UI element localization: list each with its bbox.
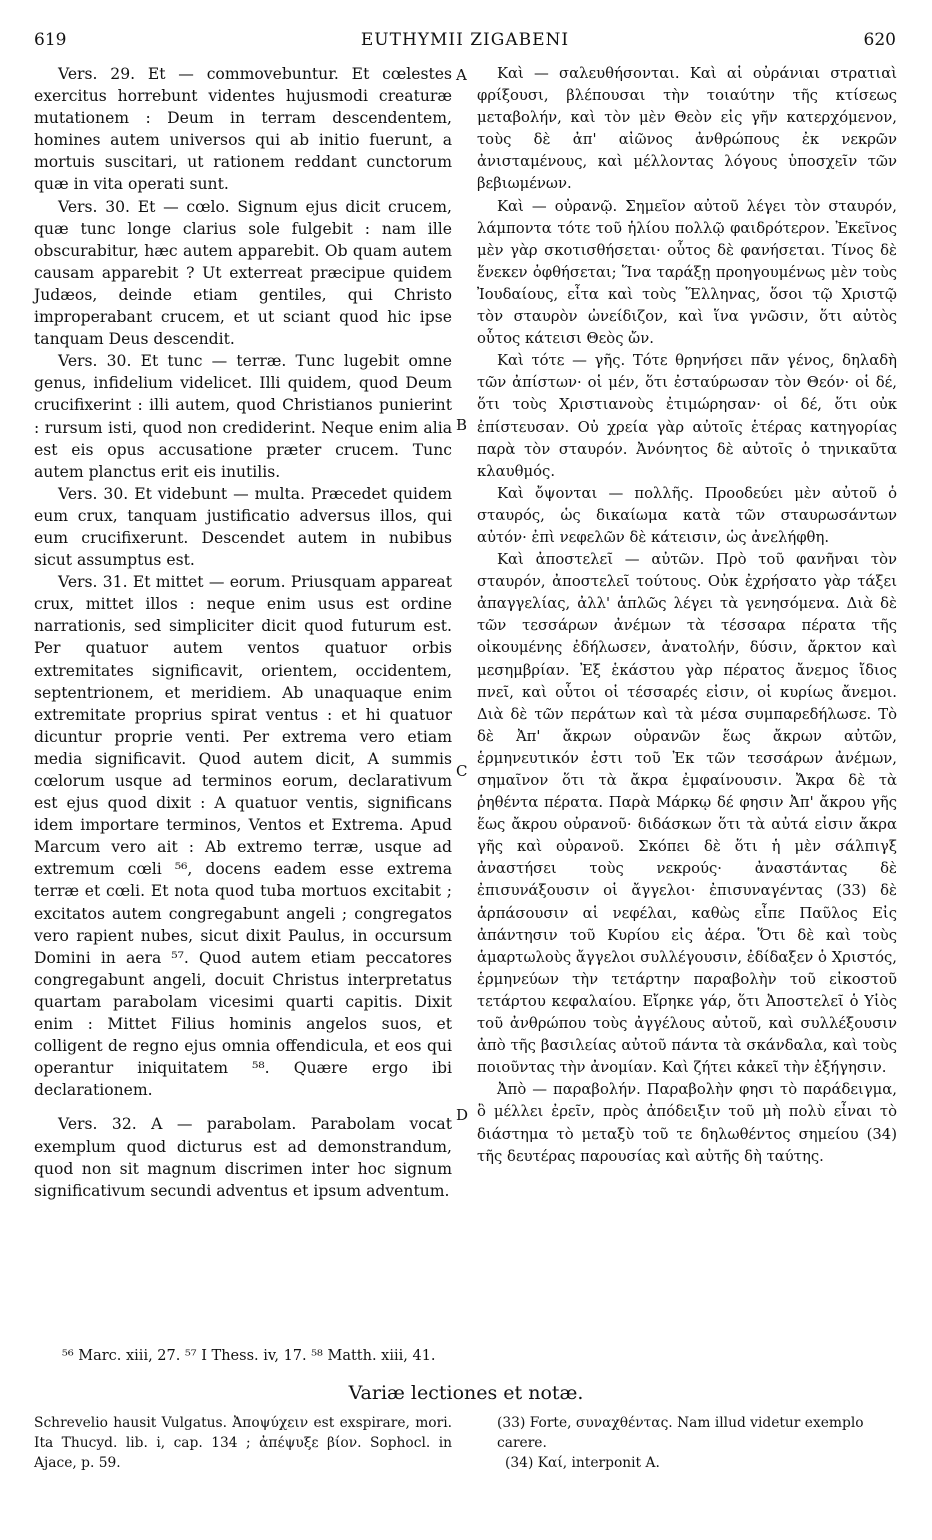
note-33: (33) Forte, συναχθέντας. Nam illud videtur exemplo carere. [497,1415,864,1451]
greek-paragraph: Καὶ — σαλευθήσονται. Καὶ αἱ οὐράνιαι στρατιαὶ φρίξουσι, βλέπουσαι τὴν τοιαύτην τῆς κτίσεως μεταβολήν, καὶ τὸν μὲν Θεὸν εἰς γῆν κατερχόμενον, τοὺς δὲ ἀπ' αἰῶνος ἀνθρώπους ἐκ νεκρῶν ἀνισταμένους, καὶ μέλλοντας λόγους ὑποσχεῖν τῶν βεβιωμένων. [477,65,897,193]
latin-paragraph: Vers. 30. Et — cœlo. Signum ejus dicit crucem, quæ tunc longe clarius sole fulgebit : nam ille obscurabitur, hæc autem apparebit. Ob quam autem causam apparebit ? Ut exterreat præcipue quidem Judæos, deinde etiam gentiles, qui Christo improperabant crucem, et ut sciant quod hic ipse tanquam Deus descendit. [34,197,452,349]
greek-paragraph: Καὶ — οὐρανῷ. Σημεῖον αὐτοῦ λέγει τὸν σταυρόν, λάμποντα τότε τοῦ ἡλίου πολλῷ φαιδρότερον. Ἐκεῖνος μὲν γὰρ σκοτισθήσεται· οὗτος δὲ φανήσεται. Τίνος δὲ ἕνεκεν ὀφθήσεται; Ἵνα ταράξῃ προηγουμένως μὲν τοὺς Ἰουδαίους, εἶτα καὶ τοὺς Ἕλληνας, ὅσοι τῷ Χριστῷ τὸν σταυρὸν ὠνείδιζον, καὶ ἵνα γνῶσιν, ὅτι αὐτὸς οὗτος κάτεισι Θεὸς ὤν. [477,197,897,348]
note-text: Schrevelio hausit Vulgatus. Ἀποψύχειν est exspirare, mori. Ita Thucyd. lib. i, cap. 134 ; ἀπέψυξε βίον. Sophocl. in Ajace, p. 59. [34,1415,452,1471]
latin-column [34,63,452,1202]
latin-paragraph: Vers. 29. Et — commovebuntur. Et cœlestes exercitus horrebunt videntes hujusmodi creaturæ mutationem : Deum in terram descendentem, homines autem universos qui ab initio fuerunt, a mortuis suscitari, ut rationem reddant cunctorum quæ in vita operati sunt. [34,65,452,194]
margin-letter-c: C [456,762,468,780]
page-number-right: 620 [863,30,896,50]
notes-right-column [497,1413,897,1473]
scripture-footnotes: ⁵⁶ Marc. xiii, 27. ⁵⁷ I Thess. iv, 17. ⁵⁸ Matth. xiii, 41. [62,1348,436,1364]
margin-letter-b: B [456,416,468,434]
latin-paragraph: Vers. 32. A — parabolam. Parabolam vocat exemplum quod dicturus est ad demonstrandum, quod non sit magnum discrimen inter hoc signum significativum secundi adventus et ipsum adventum. [34,1115,452,1200]
page-number-left: 619 [34,30,67,50]
greek-paragraph: Ἀπὸ — παραβολήν. Παραβολὴν φησι τὸ παράδειγμα, ὃ μέλλει ἐρεῖν, πρὸς ἀπόδειξιν τοῦ μὴ πολὺ εἶναι τὸ διάστημα τὸ μεταξὺ τοῦ τε δηλωθέντος σημείου (34) τῆς δευτέρας παρουσίας καὶ αὐτῆς δὴ ταύτης. [477,1081,897,1165]
notes-left-column [34,1413,452,1473]
running-title: EUTHYMII ZIGABENI [360,30,570,50]
greek-paragraph: Καὶ ἀποστελεῖ — αὐτῶν. Πρὸ τοῦ φανῆναι τὸν σταυρόν, ἀποστελεῖ τούτους. Οὐκ ἐχρήσατο γὰρ τάξει ἀπαγγελίας, ἀλλ' ἁπλῶς λέγει τὰ γενησόμενα. Διὰ δὲ τῶν τεσσάρων ἀνέμων τὰ τέσσαρα πέρατα τῆς οἰκουμένης ἐδήλωσεν, ἀνατολήν, δύσιν, ἄρκτον καὶ μεσημβρίαν. Ἐξ ἑκάστου γὰρ πέρατος ἄνεμος ἴδιος πνεῖ, καὶ οὗτοι οἱ τέσσαρές εἰσιν, οἱ κυρίως ἄνεμοι. Διὰ δὲ τῶν περάτων καὶ τὰ μέσα συμπαρεδήλωσε. Τὸ δὲ Ἀπ' ἄκρων οὐρανῶν ἕως ἄκρων αὐτῶν, ἑρμηνευτικόν ἐστι τοῦ Ἐκ τῶν τεσσάρων ἀνέμων, σημαῖνον ὅτι τὰ ἄκρα ἐμφαίνουσιν. Ἄκρα δὲ τὰ ῥηθέντα πέρατα. Παρὰ Μάρκῳ δέ φησιν Ἀπ' ἄκρου γῆς ἕως ἄκρου οὐρανοῦ· διδάσκων ὅτι τὰ αὐτά εἰσιν ἄκρα γῆς καὶ οὐρανοῦ. Σκόπει δὲ ὅτι ἡ μὲν σάλπιγξ ἀναστήσει τοὺς νεκρούς· ἀναστάντας δὲ ἐπισυνάξουσιν οἱ ἄγγελοι· ἐπισυναγέντας (33) δὲ ἁρπάσουσιν αἱ νεφέλαι, καθὼς εἶπε Παῦλος Εἰς ἀπάντησιν τοῦ Κυρίου εἰς ἀέρα. Ὅτι δὲ καὶ τοὺς ἁμαρτωλοὺς ἄγγελοι συλλέγουσιν, ἐδίδαξεν ὁ Χριστός, ἑρμηνεύων τὴν τετάρτην παραβολὴν τοῦ εἰκοστοῦ τετάρτου κεφαλαίου. Εἴρηκε γάρ, ὅτι Ἀποστελεῖ ὁ Υἱὸς τοῦ ἀνθρώπου τοὺς ἀγγέλους αὐτοῦ, καὶ συλλέξουσιν ἀπὸ τῆς βασιλείας αὐτοῦ πάντα τὰ σκάνδαλα, καὶ τοὺς ποιοῦντας τὴν ἀνομίαν. Καὶ ζήτει κἀκεῖ τὴν ἐξήγησιν. [477,551,897,1077]
latin-paragraph: Vers. 30. Et videbunt — multa. Præcedet quidem eum crux, tanquam justificatio adversus illos, qui eum crucifixerunt. Descendet autem in nubibus sicut assumptus est. [34,484,452,570]
greek-column [477,63,897,1168]
greek-paragraph: Καὶ τότε — γῆς. Τότε θρηνήσει πᾶν γένος, δηλαδὴ τῶν ἀπίστων· οἱ μέν, ὅτι ἐσταύρωσαν τὸν Θεόν· οἱ δέ, ὅτι τοὺς Χριστιανοὺς ἐτιμώρησαν· οἱ δέ, ὅτι οὐκ ἐπίστευσαν. Οὐ χρεία γὰρ αὐτοῖς ἑτέρας κατηγορίας παρὰ τὸν σταυρόν. Ἀνόνητος δὲ αὐτοῖς ὁ τηνικαῦτα κλαυθμός. [477,352,897,480]
greek-paragraph: Καὶ ὄψονται — πολλῆς. Προοδεύει μὲν αὐτοῦ ὁ σταυρός, ὡς δικαίωμα κατὰ τῶν σταυρωσάντων αὐτόν· ἐπὶ νεφελῶν δὲ κάτεισιν, ὡς ἀνελήφθη. [477,484,897,546]
margin-letter-d: D [456,1106,469,1124]
latin-paragraph: Vers. 31. Et mittet — eorum. Priusquam appareat crux, mittet illos : neque enim usus est ordine narrationis, sed simpliciter dicit quod futurum est. Per quatuor autem ventos quatuor orbis extremitates significavit, orientem, occidentem, septentrionem, et meridiem. Ab unaquaque enim extremitate proprius spirat ventus : et hi quatuor dicuntur proprie venti. Per extrema vero etiam media significavit. Quod autem dicit, A summis cœlorum usque ad terminos eorum, declarativum est ejus quod dixit : A quatuor ventis, significans idem importare terminos, Ventos et Extrema. Apud Marcum vero ait : Ab extremo terræ, usque ad extremum cœli ⁵⁶, docens eadem esse extrema terræ et cœli. Et nota quod tuba mortuos excitabit ; excitatos autem congregabunt angeli ; congregatos vero rapient nubes, sicut dixit Paulus, in occursum Domini in aera ⁵⁷. Quod autem etiam peccatores congregabunt angeli, docuit Christus interpretatus quartam parabolam vicesimi quarti capitis. Dixit enim : Mittet Filius hominis angelos suos, et colligent de regno ejus omnia offendicula, et eos qui operantur iniquitatem ⁵⁸. Quære ergo ibi declarationem. [34,573,452,1100]
margin-letter-a: A [456,66,467,84]
page-header [34,30,896,54]
variae-lectiones-heading: Variæ lectiones et notæ. [348,1382,584,1404]
latin-paragraph: Vers. 30. Et tunc — terræ. Tunc lugebit omne genus, infidelium videlicet. Illi quidem, quod Deum crucifixerint : illi autem, quod Christianos punierint : rursum isti, quod non crediderint. Neque enim alia est eis opus accusatione præter crucem. Tunc autem planctus erit eis inutilis. [34,352,452,481]
note-34: (34) Καί, interponit A. [505,1455,660,1471]
